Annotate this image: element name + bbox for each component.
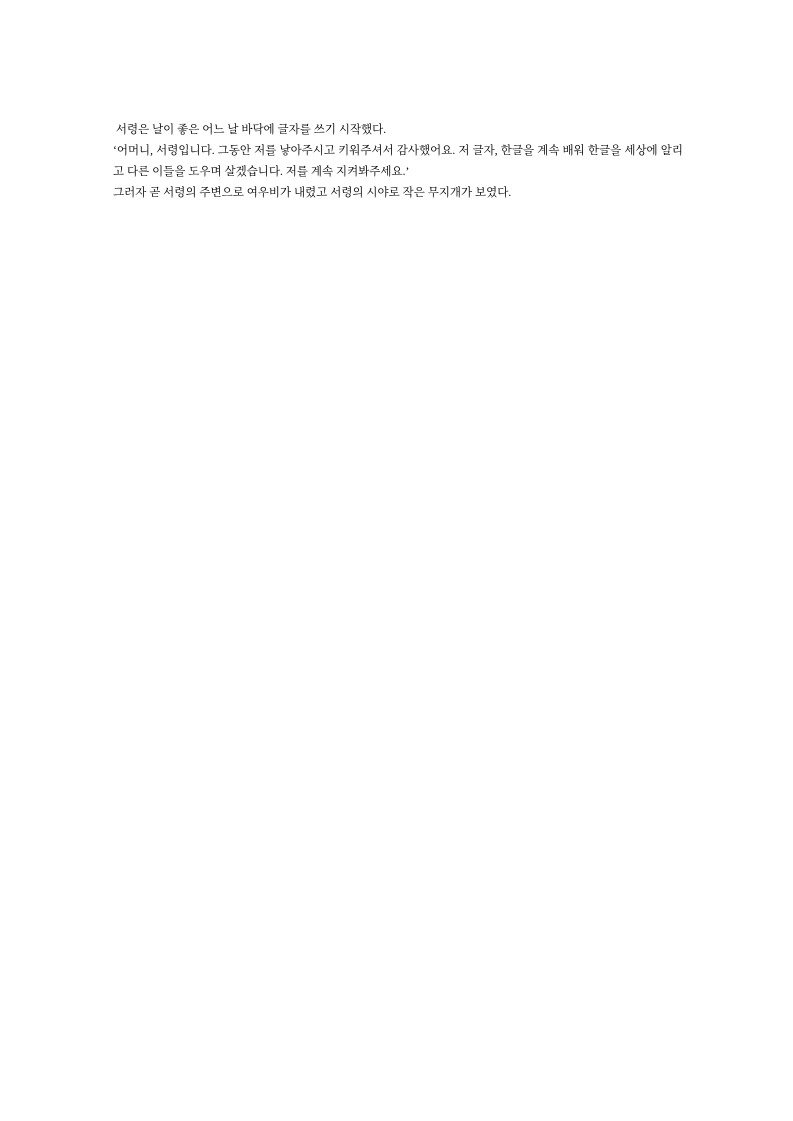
paragraph-2: ‘어머니, 서령입니다. 그동안 저를 낳아주시고 키워주셔서 감사했어요. 저 글자, 한글을 계속 배워 한글을 세상에 알리고 다른 이들을 도우며 살겠습니다. 저를 계속 지켜봐주세요.’ xyxy=(113,145,683,178)
paragraph-3: 그러자 곧 서령의 주변으로 여우비가 내렸고 서령의 시야로 작은 무지개가 보였다. xyxy=(113,187,512,199)
paragraph-1: 서령은 날이 좋은 어느 날 바닥에 글자를 쓰기 시작했다. xyxy=(113,124,387,136)
document-text-body xyxy=(113,120,683,204)
